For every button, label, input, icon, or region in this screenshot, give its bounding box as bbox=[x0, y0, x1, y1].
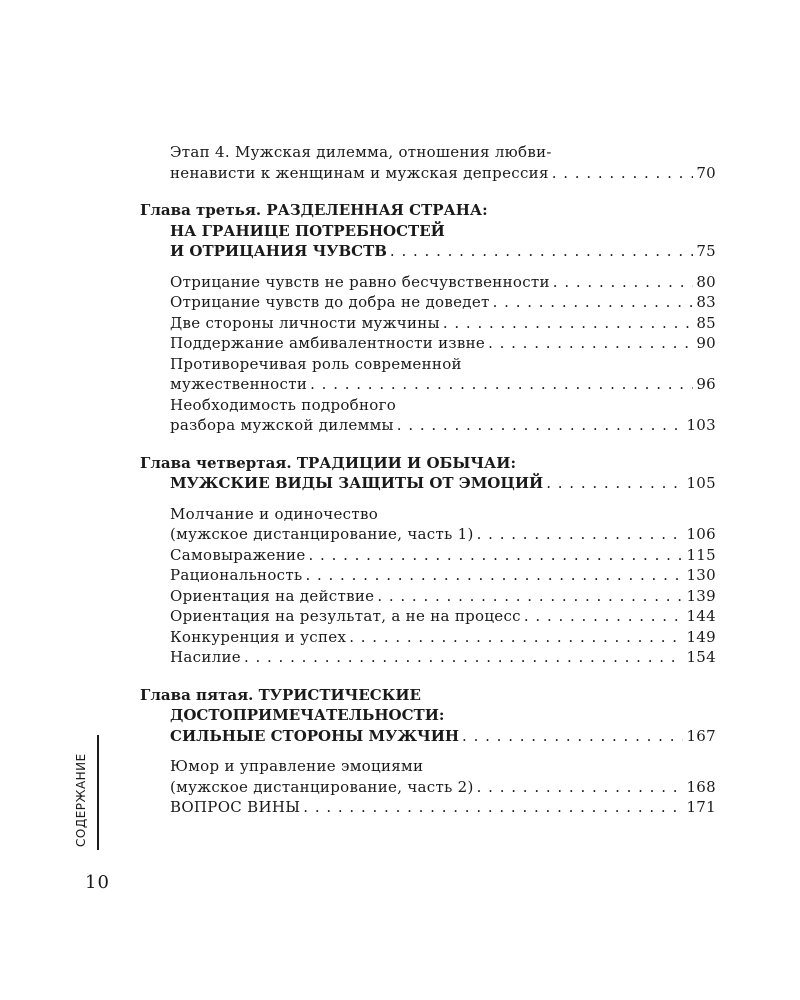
toc-page-number: 96 bbox=[696, 375, 716, 393]
side-divider bbox=[97, 735, 99, 850]
chapter-heading bbox=[140, 726, 716, 747]
chapter-title: НА ГРАНИЦЕ ПОТРЕБНОСТЕЙ bbox=[170, 221, 445, 240]
page-number: 10 bbox=[85, 872, 110, 893]
toc-entry-text: Две стороны личности мужчины bbox=[170, 313, 440, 332]
dot-leader bbox=[443, 313, 693, 334]
toc-entry bbox=[140, 272, 716, 293]
toc-entry bbox=[140, 354, 716, 375]
toc-entry-text: Молчание и одиночество bbox=[170, 504, 379, 523]
chapter-heading bbox=[140, 241, 716, 262]
chapter-title: Глава третья. РАЗДЕЛЕННАЯ СТРАНА: bbox=[140, 201, 488, 219]
toc-page-number: 70 bbox=[696, 163, 716, 182]
toc-page-number: 154 bbox=[686, 648, 716, 666]
toc-entry bbox=[140, 524, 716, 545]
toc-entry bbox=[140, 333, 716, 354]
toc-entry-text: ненависти к женщинам и мужская депрессия bbox=[170, 163, 549, 182]
toc-entry-text: (мужское дистанцирование, часть 1) bbox=[170, 525, 474, 543]
dot-leader bbox=[477, 524, 684, 545]
toc-entry-text: Юмор и управление эмоциями bbox=[170, 757, 424, 775]
toc-entry-text: Ориентация на действие bbox=[170, 586, 375, 605]
section-side-label: СОДЕРЖАНИЕ bbox=[74, 753, 88, 847]
table-of-contents bbox=[140, 142, 716, 818]
toc-entry-text: Самовыражение bbox=[170, 545, 306, 564]
dot-leader bbox=[377, 586, 683, 607]
chapter-title: ДОСТОПРИМЕЧАТЕЛЬНОСТИ: bbox=[170, 706, 445, 724]
dot-leader bbox=[553, 272, 694, 293]
toc-entry bbox=[140, 756, 716, 777]
toc-entry bbox=[140, 163, 716, 184]
chapter-title: Глава пятая. ТУРИСТИЧЕСКИЕ bbox=[140, 685, 421, 704]
toc-page-number: 144 bbox=[686, 607, 716, 625]
toc-entry bbox=[140, 797, 716, 818]
dot-leader bbox=[305, 565, 683, 586]
dot-leader bbox=[462, 726, 683, 747]
chapter-heading bbox=[140, 453, 716, 474]
dot-leader bbox=[309, 545, 684, 566]
dot-leader bbox=[488, 333, 693, 354]
toc-entry bbox=[140, 142, 716, 163]
chapter-heading bbox=[140, 221, 716, 242]
toc-entry-text: (мужское дистанцирование, часть 2) bbox=[170, 777, 474, 796]
toc-entry bbox=[140, 606, 716, 627]
dot-leader bbox=[397, 415, 684, 436]
toc-entry-text: Поддержание амбивалентности извне bbox=[170, 334, 486, 352]
toc-page-number: 80 bbox=[696, 272, 716, 291]
toc-entry bbox=[140, 504, 716, 525]
chapter-title: И ОТРИЦАНИЯ ЧУВСТВ bbox=[170, 242, 387, 260]
toc-entry-text: Необходимость подробного bbox=[170, 395, 397, 414]
toc-entry-text: Насилие bbox=[170, 648, 241, 666]
dot-leader bbox=[524, 606, 684, 627]
toc-entry bbox=[140, 313, 716, 334]
toc-entry bbox=[140, 374, 716, 395]
dot-leader bbox=[349, 627, 683, 648]
toc-entry-text: ВОПРОС ВИНЫ bbox=[170, 798, 301, 816]
chapter-heading bbox=[140, 473, 716, 494]
dot-leader bbox=[493, 292, 694, 313]
chapter-heading bbox=[140, 200, 716, 221]
chapter-title: МУЖСКИЕ ВИДЫ ЗАЩИТЫ ОТ ЭМОЦИЙ bbox=[170, 474, 544, 492]
dot-leader bbox=[552, 163, 694, 184]
toc-entry-text: Противоречивая роль современной bbox=[170, 354, 462, 373]
dot-leader bbox=[477, 777, 684, 798]
toc-entry-text: Конкуренция и успех bbox=[170, 627, 347, 646]
toc-page-number: 106 bbox=[686, 525, 716, 543]
toc-entry bbox=[140, 545, 716, 566]
toc-entry-text: мужественности bbox=[170, 375, 308, 393]
toc-page-number: 168 bbox=[686, 777, 716, 796]
toc-entry bbox=[140, 647, 716, 668]
chapter-title: СИЛЬНЫЕ СТОРОНЫ МУЖЧИН bbox=[170, 726, 460, 745]
dot-leader bbox=[244, 647, 684, 668]
toc-page-number: 75 bbox=[696, 242, 716, 260]
toc-page-number: 171 bbox=[686, 798, 716, 816]
chapter-title: Глава четвертая. ТРАДИЦИИ И ОБЫЧАИ: bbox=[140, 453, 516, 472]
dot-leader bbox=[303, 797, 683, 818]
toc-page-number: 167 bbox=[686, 726, 716, 745]
dot-leader bbox=[546, 473, 683, 494]
toc-entry bbox=[140, 586, 716, 607]
toc-entry-text: Ориентация на результат, а не на процесс bbox=[170, 607, 521, 625]
toc-entry bbox=[140, 565, 716, 586]
dot-leader bbox=[310, 374, 693, 395]
toc-entry-text: Отрицание чувств до добра не доведет bbox=[170, 293, 490, 311]
chapter-heading bbox=[140, 705, 716, 726]
toc-page-number: 103 bbox=[686, 416, 716, 434]
toc-entry bbox=[140, 777, 716, 798]
toc-page-number: 139 bbox=[686, 586, 716, 605]
toc-entry bbox=[140, 627, 716, 648]
toc-page-number: 105 bbox=[686, 474, 716, 492]
toc-entry-text: Этап 4. Мужская дилемма, отношения любви- bbox=[170, 143, 552, 161]
toc-entry-text: Отрицание чувств не равно бесчувственности bbox=[170, 272, 550, 291]
toc-page-number: 115 bbox=[686, 545, 716, 564]
toc-entry bbox=[140, 395, 716, 416]
toc-page-number: 130 bbox=[686, 566, 716, 584]
toc-entry bbox=[140, 415, 716, 436]
toc-page-number: 149 bbox=[686, 627, 716, 646]
toc-page-number: 90 bbox=[696, 334, 716, 352]
toc-entry bbox=[140, 292, 716, 313]
toc-entry-text: Рациональность bbox=[170, 566, 303, 584]
toc-page-number: 83 bbox=[696, 293, 716, 311]
chapter-heading bbox=[140, 685, 716, 706]
dot-leader bbox=[390, 241, 693, 262]
toc-entry-text: разбора мужской дилеммы bbox=[170, 416, 394, 434]
toc-page-number: 85 bbox=[696, 313, 716, 332]
